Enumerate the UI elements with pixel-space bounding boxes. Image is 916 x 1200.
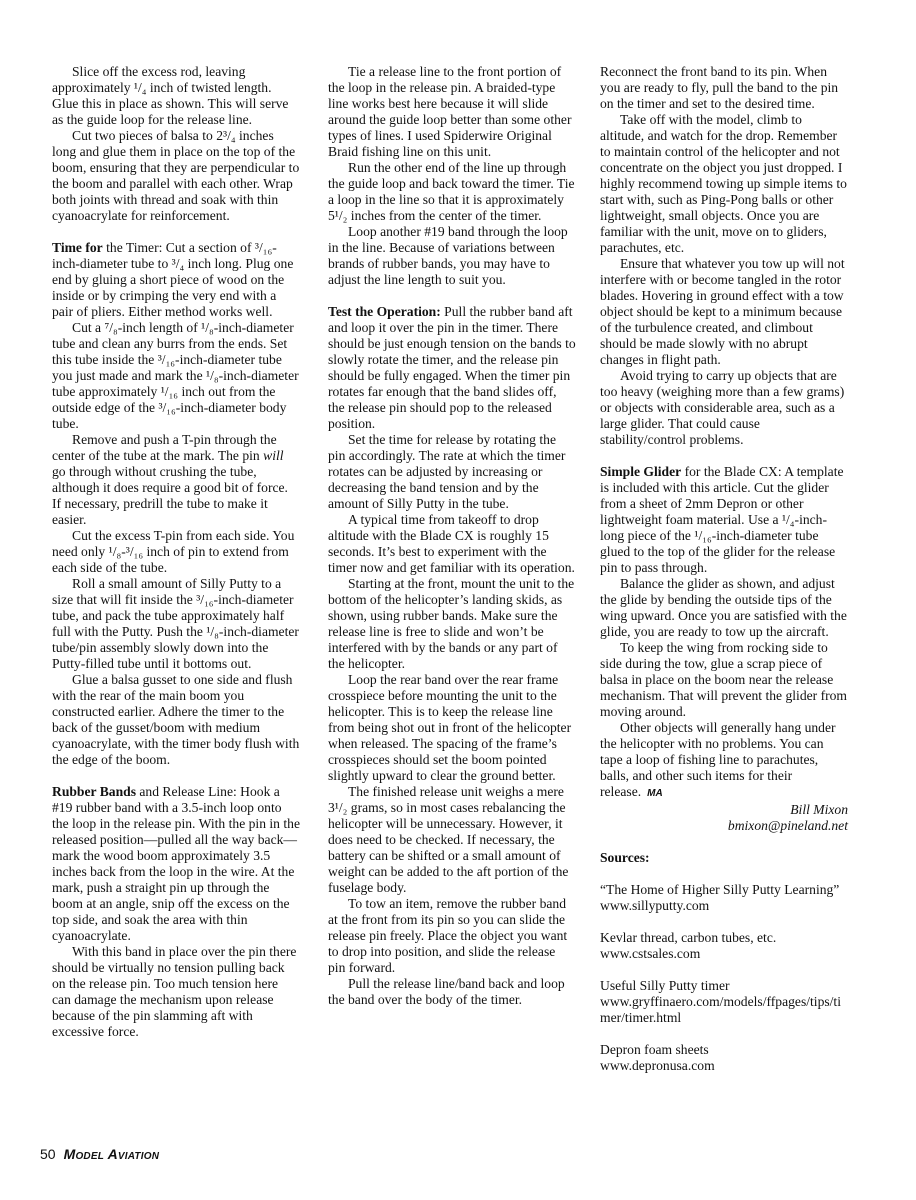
column-3-body bbox=[600, 64, 848, 802]
paragraph bbox=[52, 64, 300, 128]
end-mark: MA bbox=[647, 788, 663, 799]
paragraph-text: Run the other end of the line up through the guide loop and back toward the timer. Tie a loop in the line so that it is approximately 5¹/₂ inches from the center of the timer. bbox=[328, 160, 575, 223]
article-column-1 bbox=[52, 64, 300, 1040]
paragraph bbox=[328, 160, 576, 224]
paragraph-text: Other objects will generally hang under the helicopter with no problems. You can tape a loop of fishing line to parachutes, balls, and other such items for their release. bbox=[600, 720, 836, 799]
paragraph bbox=[600, 464, 848, 576]
paragraph bbox=[52, 672, 300, 768]
paragraph-text: Avoid trying to carry up objects that are too heavy (weighing more than a few grams) or objects with considerable area, such as a large glider. That could cause stability/control problems. bbox=[600, 368, 845, 447]
paragraph-text: Ensure that whatever you tow up will not interfere with or become tangled in the rotor blades. Hovering in ground effect with a tow object should be kept to a minimum because of the turbulence created, and climbout should be made slowly with no abrupt changes in flight path. bbox=[600, 256, 845, 367]
paragraph-text: Pull the release line/band back and loop the band over the body of the timer. bbox=[328, 976, 565, 1007]
paragraph bbox=[52, 128, 300, 224]
source-url[interactable]: www.gryffinaero.com/models/ffpages/tips/timer/timer.html bbox=[600, 994, 841, 1025]
paragraph-text: Take off with the model, climb to altitude, and watch for the drop. Remember to maintain control of the helicopter and not concentrate on the object you just dropped. I highly recommend towing up simple items to start with, such as Ping-Pong balls or other lightweight, small objects. Once you are familiar with the unit, move on to gliders, parachutes, etc. bbox=[600, 112, 847, 255]
paragraph bbox=[52, 944, 300, 1040]
paragraph bbox=[600, 112, 848, 256]
paragraph-text: go through without crushing the tube, although it does require a good bit of force. If necessary, predrill the tube to make it easier. bbox=[52, 464, 288, 527]
paragraph bbox=[600, 576, 848, 640]
paragraph-text: Starting at the front, mount the unit to the bottom of the helicopter’s landing skids, as shown, using rubber bands. Make sure the release line is free to slide and won’t be interfered with by the bands or any part of the helicopter. bbox=[328, 576, 575, 671]
section-lead: Simple Glider bbox=[600, 464, 682, 479]
section-lead: Time for bbox=[52, 240, 103, 255]
source-description: “The Home of Higher Silly Putty Learning” bbox=[600, 882, 840, 897]
article-column-3 bbox=[600, 64, 848, 1074]
paragraph bbox=[600, 256, 848, 368]
source-description: Depron foam sheets bbox=[600, 1042, 709, 1057]
paragraph bbox=[600, 368, 848, 448]
paragraph-text: Tie a release line to the front portion of the loop in the release pin. A braided-type line works best here because it will slide around the guide loop better than some other types of lines. I used Spiderwire Original Braid fishing line on this unit. bbox=[328, 64, 572, 159]
page-footer bbox=[40, 1146, 159, 1162]
sources-list bbox=[600, 882, 848, 1074]
paragraph-text: Glue a balsa gusset to one side and flush with the rear of the main boom you constructed earlier. Adhere the timer to the back of the gusset/boom with medium cyanoacrylate, with the timer body flush with the edge of the boom. bbox=[52, 672, 300, 767]
paragraph bbox=[328, 976, 576, 1008]
source-description: Useful Silly Putty timer bbox=[600, 978, 730, 993]
magazine-logo: Model Aviation bbox=[63, 1146, 160, 1162]
paragraph-text: To keep the wing from rocking side to side during the tow, glue a scrap piece of balsa in place on the boom near the release mechanism. That will prevent the glider from moving around. bbox=[600, 640, 848, 719]
paragraph-text: Cut two pieces of balsa to 2³/₄ inches long and glue them in place on the top of the boom, ensuring that they are perpendicular to the boom and parallel with each other. Wrap both joints with thread and soak with thin cyanoacrylate for reinforcement. bbox=[52, 128, 300, 223]
paragraph-text: for the Blade CX: A template is included with this article. Cut the glider from a sheet of 2mm Depron or other lightweight foam material. Use a ¹/₄-inch-long piece of the ¹/₁₆-inch-diameter tube glued to the top of the glider for the release pin to pass through. bbox=[600, 464, 844, 575]
paragraph bbox=[328, 576, 576, 672]
paragraph-text: Cut a ⁷/₈-inch length of ¹/₈-inch-diameter tube and clean any burrs from the ends. Set this tube inside the ³/₁₆-inch-diameter tube you just made and mark the ¹/₈-inch-diameter tube approximately ¹/₁₆ inch out from the outside edge of the ³/₁₆-inch-diameter body tube. bbox=[52, 320, 299, 431]
source-description: Kevlar thread, carbon tubes, etc. bbox=[600, 930, 777, 945]
paragraph-text: Slice off the excess rod, leaving approximately ¹/₄ inch of twisted length. Glue this in place as shown. This will serve as the guide loop for the release line. bbox=[52, 64, 289, 127]
section-lead: Rubber Bands bbox=[52, 784, 136, 799]
paragraph bbox=[328, 896, 576, 976]
paragraph bbox=[328, 784, 576, 896]
paragraph-text: Set the time for release by rotating the pin accordingly. The rate at which the timer rotates can be adjusted by increasing or decreasing the band tension and by the amount of Silly Putty in the tube. bbox=[328, 432, 566, 511]
article-column-2 bbox=[328, 64, 576, 1008]
section-lead: Test the Operation: bbox=[328, 304, 441, 319]
paragraph-text: will bbox=[263, 448, 284, 463]
paragraph-text: Pull the rubber band aft and loop it over the pin in the timer. There should be just enough tension on the bands to slowly rotate the timer, and the release pin should be fully engaged. When the timer pin rotates far enough that the band slides off, the release pin should pop to the released position. bbox=[328, 304, 576, 431]
paragraph-text: the Timer: Cut a section of ³/₁₆-inch-diameter tube to ³/₄ inch long. Plug one end by gluing a short piece of wood on the inside or by crimping the very end with a pair of pliers. Either method works well. bbox=[52, 240, 294, 319]
paragraph bbox=[328, 672, 576, 784]
source-url[interactable]: www.depronusa.com bbox=[600, 1058, 715, 1073]
paragraph bbox=[52, 432, 300, 528]
author-email[interactable]: bmixon@pineland.net bbox=[727, 818, 848, 833]
page-number: 50 bbox=[40, 1146, 56, 1162]
paragraph-text: A typical time from takeoff to drop altitude with the Blade CX is roughly 15 seconds. It’s best to experiment with the timer now and get familiar with its operation. bbox=[328, 512, 575, 575]
source-item bbox=[600, 930, 848, 962]
paragraph-text: With this band in place over the pin there should be virtually no tension pulling back on the release pin. Too much tension here can damage the mechanism upon release because of the pin slamming aft with excessive force. bbox=[52, 944, 297, 1039]
paragraph-text: Remove and push a T-pin through the center of the tube at the mark. The pin bbox=[52, 432, 277, 463]
paragraph bbox=[328, 304, 576, 432]
paragraph-text: Cut the excess T-pin from each side. You need only ¹/₈-³/₁₆ inch of pin to extend from each side of the tube. bbox=[52, 528, 295, 575]
source-url[interactable]: www.sillyputty.com bbox=[600, 898, 710, 913]
paragraph-text: Balance the glider as shown, and adjust the glide by bending the outside tips of the wing upward. Once you are satisfied with the glide, you are ready to tow up the aircraft. bbox=[600, 576, 847, 639]
paragraph-text: Reconnect the front band to its pin. When you are ready to fly, pull the band to the pin on the timer and set to the desired time. bbox=[600, 64, 839, 111]
paragraph bbox=[328, 224, 576, 288]
source-item bbox=[600, 882, 848, 914]
paragraph bbox=[52, 576, 300, 672]
paragraph-text: Roll a small amount of Silly Putty to a size that will fit inside the ³/₁₆-inch-diameter tube, and pack the tube approximately half full with the Putty. Push the ¹/₈-inch-diameter tube/pin assembly slowly down into the Putty-filled tube until it bottoms out. bbox=[52, 576, 299, 671]
paragraph bbox=[328, 512, 576, 576]
paragraph bbox=[328, 432, 576, 512]
paragraph bbox=[52, 528, 300, 576]
paragraph bbox=[328, 64, 576, 160]
paragraph bbox=[52, 784, 300, 944]
author-name: Bill Mixon bbox=[790, 802, 848, 817]
paragraph-text: To tow an item, remove the rubber band at the front from its pin so you can slide the release pin freely. Place the object you want to drop into position, and slide the release pin forward. bbox=[328, 896, 568, 975]
source-url[interactable]: www.cstsales.com bbox=[600, 946, 701, 961]
source-item bbox=[600, 1042, 848, 1074]
paragraph bbox=[600, 640, 848, 720]
paragraph bbox=[52, 240, 300, 320]
paragraph-text: Loop the rear band over the rear frame crosspiece before mounting the unit to the helicopter. This is to keep the release line from being shot out in front of the helicopter when released. The spacing of the frame’s crosspieces should set the boom pointed slightly upward to clear the ground better. bbox=[328, 672, 572, 783]
source-item bbox=[600, 978, 848, 1026]
paragraph-text: and Release Line: Hook a #19 rubber band with a 3.5-inch loop onto the loop in the release pin. With the pin in the released position—pulled all the way back—mark the wood boom approximately 3.5 inches back from the loop in the wire. At the mark, push a straight pin up through the boom at an angle, snip off the excess on the top side, and soak the area with thin cyanoacrylate. bbox=[52, 784, 300, 943]
paragraph bbox=[600, 720, 848, 802]
paragraph-text: Loop another #19 band through the loop in the line. Because of variations between brands of rubber bands, you may have to adjust the line length to suit you. bbox=[328, 224, 568, 287]
paragraph-text: The finished release unit weighs a mere 3¹/₂ grams, so in most cases rebalancing the helicopter will be unnecessary. However, it does need to be checked. If necessary, the battery can be shifted or a small amount of weight can be added to the aft portion of the fuselage body. bbox=[328, 784, 569, 895]
paragraph bbox=[52, 320, 300, 432]
paragraph bbox=[600, 64, 848, 112]
sources-heading: Sources: bbox=[600, 850, 650, 865]
